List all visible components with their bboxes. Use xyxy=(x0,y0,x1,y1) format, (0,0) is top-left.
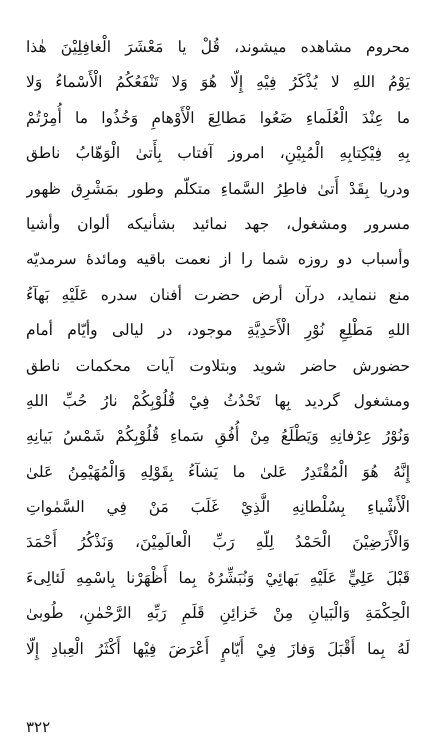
text-line: وَنُوْرُ عِرْفانِهِ وَیَطْلَعُ مِنْ أُفُقِ سَماءِ قُلُوْبِکُمْ شَمْسُ بَیانِهِ xyxy=(26,427,410,446)
text-line: حضورش حاضر شوید وبتلاوت آیات محکمات ناطق xyxy=(26,356,410,375)
text-line: محروم مشاهده میشوند، قُلْ یا مَعْشَرَ الْغافِلِیْنَ هٰذا xyxy=(26,38,410,56)
text-line: ودریا بِقَدْ أَتیٰ فاطِرُ السَّماءِ متکلّم وطور بمَشْرِق ظهور xyxy=(26,179,410,198)
text-line: وأسباب دو روزه شما را از نعمت باقیه ومائدهٔ سرمدیّه xyxy=(26,250,410,269)
text-line: إِنَّهُ هُوَ الْمُقْتَدِرُ عَلیٰ ما یَشآءُ بِقَوْلِهِ وَالْمُهَیْمِنُ عَلیٰ xyxy=(26,462,410,481)
text-line: ومشغول گردید بِها تَحْدُثُ فِيْ قُلُوْبِکُمْ نارُ حُبِّ اللهِ xyxy=(26,391,410,410)
text-line: الْأَشْیاءِ بِسُلْطانِهِ الَّذِيْ غَلَبَ مَنْ فِي السَّمٰواتِ xyxy=(26,498,410,517)
text-line: بِهِ فِیْکِتابِهِ الْمُبِیْنِ، امروز آفتاب بِأَتیٰ الْوَهّابُ ناطق xyxy=(26,144,410,163)
text-line: لَهُ بِما أَقْبَلَ وَفازَ فِيْ أَیّامٍ أَعْرَضَ فِیْها أَکْثَرُ الْعِبادِ إِلّا xyxy=(26,639,410,658)
page-number: ۳۲۲ xyxy=(26,718,51,736)
text-line: وَالْأَرَضِیْنَ الْحَمْدُ لِلّهِ رَبِّ الْعالَمِیْنَ، وَنَذْکُرُ أَحْمَدَ xyxy=(26,533,410,552)
text-line: یَوْمُ اللهِ لا یُذْکَرُ فِیْهِ إِلّا هُوَ وَلا تَنْفَعُکُمُ الْأَسْماءُ وَلا xyxy=(26,73,410,92)
text-block xyxy=(26,30,410,667)
text-line: ما عِنْدَ الْعُلَماءِ ضَعُوا مَطالِعَ الْأَوْهامِ وَخُذُوا ما أُمِرْتُمْ xyxy=(26,108,410,127)
text-line: قَبْلَ عَلِيٍّ عَلَیْهِ بَهائِيْ وَنُبَشِّرُهُ بِما أَظْهَرْنا بِاسْمِهِ لَئالِیءَ xyxy=(26,568,410,587)
text-line: الْحِکْمَةِ وَالْبَیانِ مِنْ خَزائِنِ قَلَمِ رَبِّهِ الرَّحْمٰنِ، طُوبیٰ xyxy=(26,604,410,623)
text-line: منع ننماید، درآن أرض حضرت أفنان سدره عَلَیْهِ بَهآءُ xyxy=(26,285,410,304)
text-line: اللهِ مَطْلِعِ نُوْرِ الْأَحَدِیَّةِ موجود، در لیالی وأیّام أمام xyxy=(26,321,410,340)
text-line: مسرور ومشغول، جهد نمائید بشأنیکه ألوان وأشیا xyxy=(26,214,410,233)
